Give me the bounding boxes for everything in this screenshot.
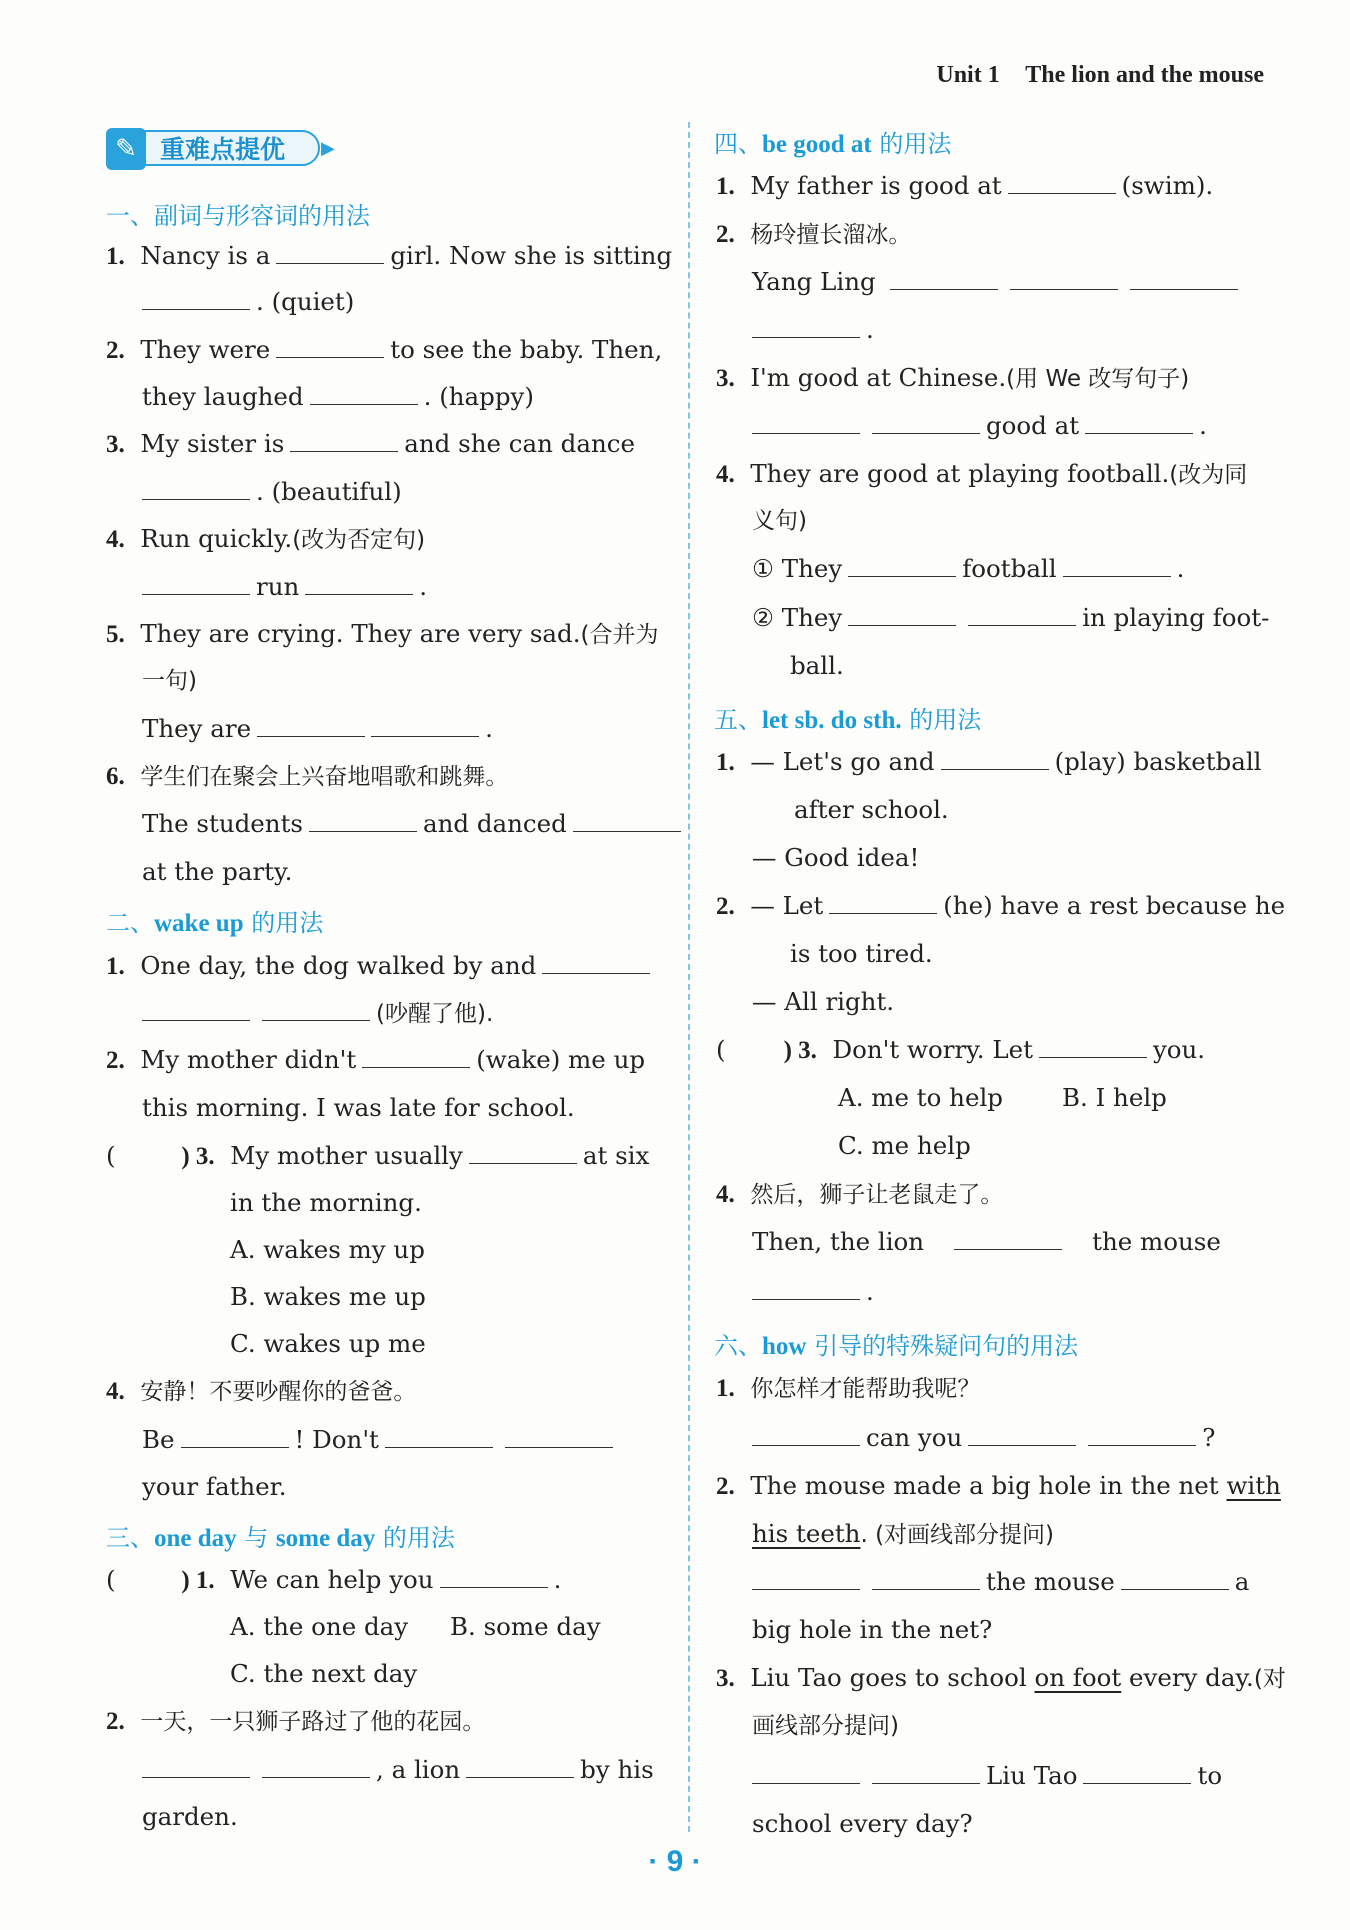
question-line: 4. They are good at playing football.(改为同 — [716, 459, 1248, 488]
answer-blank[interactable] — [1010, 267, 1118, 290]
question-line: run . — [142, 571, 427, 603]
section-badge — [106, 128, 336, 170]
question-line: good at . — [752, 410, 1207, 442]
answer-blank[interactable] — [469, 1141, 577, 1164]
option-b[interactable]: B. some day — [450, 1612, 601, 1641]
question-line: Be ! Don't — [142, 1424, 619, 1456]
question-line: , a lion by his — [142, 1754, 654, 1786]
answer-blank[interactable] — [142, 287, 250, 310]
question-line: Liu Tao to — [752, 1760, 1222, 1792]
arrow-right-icon: ▶ — [321, 138, 335, 159]
answer-blank[interactable] — [872, 1567, 980, 1590]
question-line: his teeth. (对画线部分提问) — [752, 1519, 1055, 1548]
answer-blank[interactable] — [968, 1423, 1076, 1446]
question-line: 义句) — [752, 508, 807, 534]
answer-blank[interactable] — [752, 1277, 860, 1300]
answer-blank[interactable] — [262, 1755, 370, 1778]
question-line: your father. — [142, 1472, 287, 1501]
question-line: 3. My sister is and she can dance — [106, 429, 635, 458]
answer-blank[interactable] — [309, 809, 417, 832]
answer-blank[interactable] — [362, 1045, 470, 1068]
question-line: . (beautiful) — [142, 476, 402, 508]
question-line: ball. — [790, 651, 844, 680]
question-line: 2. — Let (he) have a rest because he — [716, 891, 1286, 920]
question-line: 2. 一天，一只狮子路过了他的花园。 — [106, 1708, 486, 1735]
question-line: 画线部分提问) — [752, 1713, 899, 1739]
answer-blank[interactable] — [505, 1425, 613, 1448]
option-c[interactable]: C. the next day — [230, 1659, 418, 1688]
column-divider — [688, 122, 690, 1832]
answer-blank[interactable] — [1008, 171, 1116, 194]
page-number: · 9 · — [648, 1845, 702, 1878]
question-line: 2. 杨玲擅长溜冰。 — [716, 221, 912, 248]
question-line: ② They in playing foot- — [752, 603, 1270, 632]
section-heading-6: 六、how 引导的特殊疑问句的用法 — [714, 1332, 1079, 1360]
section-heading-1: 一、副词与形容词的用法 — [106, 202, 370, 230]
question-line: 1. Nancy is a girl. Now she is sitting — [106, 241, 673, 270]
question-line: school every day? — [752, 1809, 973, 1838]
answer-blank[interactable] — [276, 335, 384, 358]
option-a[interactable]: A. wakes my up — [230, 1235, 425, 1264]
answer-blank[interactable] — [371, 714, 479, 737]
option-b[interactable]: B. wakes me up — [230, 1282, 426, 1311]
answer-blank[interactable] — [752, 1567, 860, 1590]
unit-title: The lion and the mouse — [1025, 62, 1264, 88]
answer-blank[interactable] — [968, 603, 1076, 626]
question-line: 1. My father is good at (swim). — [716, 171, 1214, 200]
question-line: 4. 然后，狮子让老鼠走了。 — [716, 1181, 1004, 1208]
option-a[interactable]: A. the one day — [230, 1612, 409, 1641]
section-heading-2: 二、wake up 的用法 — [106, 909, 324, 937]
question-line: They are . — [142, 714, 493, 743]
question-line: . — [752, 1276, 874, 1308]
answer-blank[interactable] — [440, 1565, 548, 1588]
option-a[interactable]: A. me to help — [838, 1083, 1003, 1112]
answer-blank[interactable] — [890, 267, 998, 290]
answer-blank[interactable] — [181, 1425, 289, 1448]
question-line: 6. 学生们在聚会上兴奋地唱歌和跳舞。 — [106, 763, 509, 790]
question-line: The students and danced — [142, 808, 687, 840]
answer-blank[interactable] — [752, 1423, 860, 1446]
question-line: 2. They were to see the baby. Then, — [106, 335, 663, 364]
answer-blank[interactable] — [257, 714, 365, 737]
answer-blank[interactable] — [573, 809, 681, 832]
question-line: the mouse a — [752, 1566, 1249, 1598]
answer-blank[interactable] — [1121, 1567, 1229, 1590]
answer-blank[interactable] — [290, 429, 398, 452]
section-heading-3: 三、one day 与 some day 的用法 — [106, 1524, 455, 1552]
answer-blank[interactable] — [1130, 267, 1238, 290]
answer-blank[interactable] — [1083, 1761, 1191, 1784]
question-line: 一句) — [142, 668, 197, 694]
answer-blank[interactable] — [829, 891, 937, 914]
answer-blank[interactable] — [142, 998, 250, 1021]
answer-blank[interactable] — [941, 747, 1049, 770]
answer-blank[interactable] — [872, 411, 980, 434]
question-line: they laughed . (happy) — [142, 382, 534, 411]
answer-blank[interactable] — [385, 1425, 493, 1448]
option-c[interactable]: C. me help — [838, 1131, 971, 1160]
page-header — [936, 62, 1264, 89]
answer-blank[interactable] — [848, 603, 956, 626]
section-heading-5: 五、let sb. do sth. 的用法 — [714, 706, 982, 734]
question-line: after school. — [794, 795, 949, 824]
option-c[interactable]: C. wakes up me — [230, 1329, 426, 1358]
question-line: ( ) 1. We can help you . — [106, 1565, 562, 1594]
question-line: Then, the lion the mouse — [752, 1227, 1221, 1256]
question-line: at the party. — [142, 857, 293, 886]
question-line: can you ? — [752, 1422, 1215, 1454]
unit-label: Unit 1 — [936, 62, 1000, 88]
answer-blank[interactable] — [142, 477, 250, 500]
question-line: Yang Ling — [752, 266, 1244, 298]
question-line: is too tired. — [790, 939, 933, 968]
answer-blank[interactable] — [310, 382, 418, 405]
answer-blank[interactable] — [954, 1227, 1062, 1250]
answer-blank[interactable] — [276, 241, 384, 264]
question-line: — All right. — [752, 987, 895, 1016]
question-line: 3. Liu Tao goes to school on foot every day.(对 — [716, 1663, 1286, 1692]
question-line: 4. Run quickly.(改为否定句) — [106, 524, 426, 553]
question-line: 1. One day, the dog walked by and — [106, 950, 656, 983]
question-line: garden. — [142, 1802, 238, 1831]
answer-blank[interactable] — [848, 554, 956, 577]
answer-blank[interactable] — [466, 1755, 574, 1778]
section-heading-4: 四、be good at 的用法 — [714, 130, 952, 158]
answer-blank[interactable] — [262, 998, 370, 1021]
question-line: in the morning. — [230, 1188, 422, 1217]
pencil-icon: ✎ — [106, 128, 146, 170]
question-line: 2. The mouse made a big hole in the net with — [716, 1471, 1281, 1500]
question-line: (吵醒了他). — [142, 997, 493, 1030]
answer-blank[interactable] — [752, 411, 860, 434]
answer-blank[interactable] — [872, 1761, 980, 1784]
answer-blank[interactable] — [142, 572, 250, 595]
question-line: big hole in the net? — [752, 1615, 993, 1644]
question-line: ① They football . — [752, 554, 1185, 583]
question-line: 1. 你怎样才能帮助我呢？ — [716, 1375, 981, 1402]
question-line: . — [752, 314, 874, 346]
question-line: . (quiet) — [142, 286, 354, 318]
question-line: this morning. I was late for school. — [142, 1093, 575, 1122]
answer-blank[interactable] — [1085, 411, 1193, 434]
question-line: 1. — Let's go and (play) basketball — [716, 747, 1262, 776]
question-line: 3. I'm good at Chinese.(用 We 改写句子) — [716, 363, 1190, 392]
option-b[interactable]: B. I help — [1062, 1083, 1167, 1112]
answer-blank[interactable] — [1039, 1035, 1147, 1058]
answer-blank[interactable] — [142, 1755, 250, 1778]
badge-label: 重难点提优 — [144, 130, 320, 166]
answer-blank[interactable] — [752, 1761, 860, 1784]
question-line: 5. They are crying. They are very sad.(合并为 — [106, 619, 659, 648]
question-line: ( ) 3. Don't worry. Let you. — [716, 1035, 1206, 1064]
question-line: — Good idea! — [752, 843, 920, 872]
answer-blank[interactable] — [305, 572, 413, 595]
question-line: 4. 安静！不要吵醒你的爸爸。 — [106, 1378, 417, 1405]
question-line: 2. My mother didn't (wake) me up — [106, 1045, 646, 1074]
answer-blank[interactable] — [542, 951, 650, 974]
answer-blank[interactable] — [1088, 1423, 1196, 1446]
answer-blank[interactable] — [1063, 554, 1171, 577]
answer-blank[interactable] — [752, 315, 860, 338]
question-line: ( ) 3. My mother usually at six — [106, 1141, 650, 1170]
